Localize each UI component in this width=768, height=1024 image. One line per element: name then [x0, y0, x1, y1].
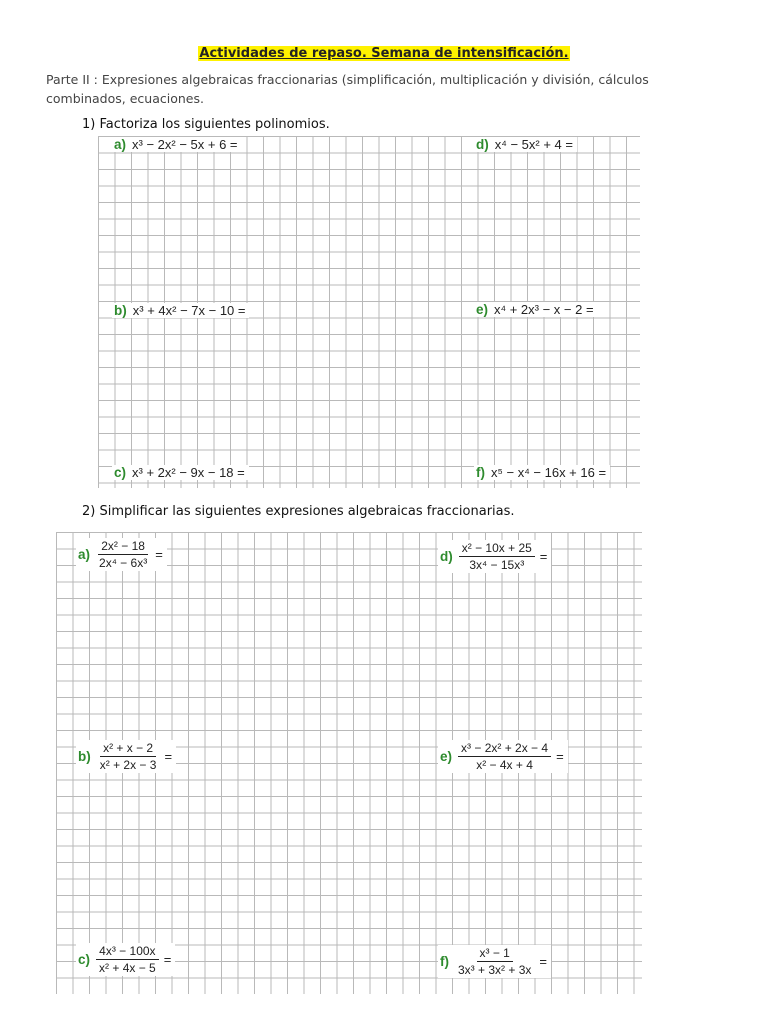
- exercise-2c: [76, 943, 175, 976]
- fraction: [96, 538, 150, 571]
- exercise-2e: [438, 740, 568, 773]
- numerator: x² − 10x + 25: [459, 540, 535, 557]
- denominator: 2x⁴ − 6x³: [99, 556, 148, 570]
- exercise-label: b): [78, 749, 91, 764]
- exercise-1a: [112, 137, 242, 152]
- numerator: x² + x − 2: [100, 740, 156, 757]
- exercise-1e: [474, 302, 598, 317]
- denominator: 3x⁴ − 15x³: [469, 558, 525, 572]
- fraction: [97, 740, 160, 773]
- denominator: 3x³ + 3x² + 3x: [458, 963, 532, 977]
- expression: x⁴ + 2x³ − x − 2 =: [494, 302, 594, 317]
- exercise-2a: [76, 538, 167, 571]
- denominator: x² + 4x − 5: [99, 961, 156, 975]
- equals-sign: =: [539, 954, 547, 969]
- exercise-label: a): [78, 547, 91, 562]
- numerator: 4x³ − 100x: [96, 943, 158, 960]
- exercise-label: f): [440, 954, 449, 969]
- denominator: x² + 2x − 3: [99, 758, 157, 772]
- numerator: x³ − 2x² + 2x − 4: [458, 740, 551, 757]
- exercise-2d: [438, 540, 551, 573]
- exercise-label: f): [476, 465, 485, 480]
- fraction: [458, 740, 551, 773]
- exercise-1c: [112, 465, 249, 480]
- numerator: x³ − 1: [477, 945, 513, 962]
- equals-sign: =: [539, 549, 548, 564]
- exercise-1f: [474, 465, 610, 480]
- exercise-label: c): [78, 952, 91, 967]
- numerator: 2x² − 18: [98, 538, 148, 555]
- exercise-label: c): [114, 465, 127, 480]
- exercise-label: e): [440, 749, 453, 764]
- exercise-label: a): [114, 137, 127, 152]
- exercise-label: d): [476, 137, 489, 152]
- expression: x⁵ − x⁴ − 16x + 16 =: [491, 465, 607, 480]
- exercise-1d: [474, 137, 577, 152]
- section-1-heading: 1) Factoriza los siguientes polinomios.: [82, 117, 330, 132]
- exercise-label: d): [440, 549, 453, 564]
- exercise-label: b): [114, 303, 127, 318]
- expression: x³ + 4x² − 7x − 10 =: [132, 303, 246, 318]
- fraction: [96, 943, 159, 976]
- equals-sign: =: [155, 547, 163, 562]
- expression: x³ + 2x² − 9x − 18 =: [132, 465, 245, 480]
- intro-text: Parte II : Expresiones algebraicas fraccionarias (simplificación, multiplicación y división, cálculos combinados, ecuaciones.: [46, 72, 649, 106]
- exercise-1b: [112, 303, 249, 318]
- expression: x³ − 2x² − 5x + 6 =: [132, 137, 238, 152]
- fraction: [455, 945, 534, 978]
- exercise-2f: [438, 945, 551, 978]
- equals-sign: =: [556, 749, 564, 764]
- equals-sign: =: [163, 952, 172, 967]
- fraction: [459, 540, 535, 573]
- page-title: Actividades de repaso. Semana de intensificación.: [199, 46, 569, 61]
- section-2-heading: 2) Simplificar las siguientes expresiones algebraicas fraccionarias.: [82, 504, 515, 519]
- exercise-label: e): [476, 302, 489, 317]
- denominator: x² − 4x + 4: [476, 758, 533, 772]
- exercise-2b: [76, 740, 176, 773]
- equals-sign: =: [164, 749, 173, 764]
- expression: x⁴ − 5x² + 4 =: [494, 137, 573, 152]
- title-row: [0, 42, 768, 61]
